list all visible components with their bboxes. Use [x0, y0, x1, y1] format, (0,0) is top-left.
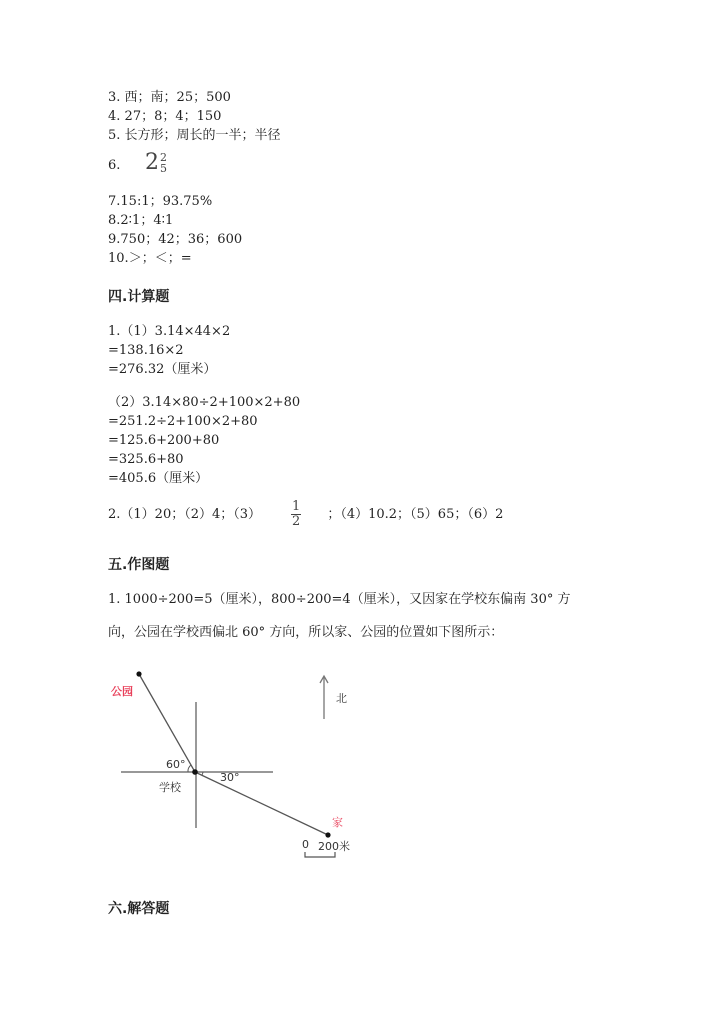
section-6-title: 六.解答题	[108, 901, 170, 917]
calc-q1-line: =276.32（厘米）	[108, 362, 217, 377]
answer-number: 4.	[108, 109, 121, 124]
answer-text: 15:1；93.75%	[120, 194, 213, 209]
scale-zero-label: 0	[302, 838, 309, 851]
answer-number: 6.	[108, 158, 121, 173]
park-point	[136, 671, 141, 676]
fraction-denominator: 5	[160, 161, 167, 175]
answer-number: 9.	[108, 232, 121, 247]
school-point	[192, 769, 198, 775]
school-label: 学校	[159, 781, 181, 794]
calc-q1-part2-line: （2）3.14×80÷2+100×2+80	[108, 395, 301, 410]
angle-60-label: 60°	[166, 758, 186, 771]
fraction-denominator: 2	[292, 514, 301, 529]
north-arrow-icon	[320, 676, 328, 719]
q2-suffix: ；（4）10.2；（5）65；（6）2	[327, 507, 504, 522]
calc-q1-part2-line: =325.6+80	[108, 452, 184, 467]
home-label: 家	[332, 816, 343, 829]
answer-text: 长方形；周长的一半；半径	[124, 128, 281, 143]
calc-q1-line: =138.16×2	[108, 343, 184, 358]
angle-60-arc	[188, 765, 191, 772]
calc-q1-line: 1.（1）3.14×44×2	[108, 324, 231, 339]
school-to-home-line	[195, 772, 328, 835]
calc-q1-part2-line: =405.6（厘米）	[108, 471, 209, 486]
fraction-numerator: 1	[292, 499, 301, 514]
answer-number: 10.	[108, 251, 129, 266]
answer-text: 750；42；36；600	[120, 232, 243, 247]
home-point	[325, 832, 330, 837]
answer-number: 3.	[108, 90, 121, 105]
answer-text: 27；8；4；150	[124, 109, 222, 124]
drawing-paragraph-line-2: 向，公园在学校西偏北 60° 方向，所以家、公园的位置如下图所示：	[108, 625, 504, 640]
scale-unit-label: 200米	[318, 840, 350, 853]
drawing-paragraph-line-1: 1. 1000÷200=5（厘米），800÷200=4（厘米），又因家在学校东偏南 30° 方	[108, 592, 571, 607]
calc-q1-part2-line: =125.6+200+80	[108, 433, 220, 448]
answer-text: ＞；＜；=	[128, 251, 192, 266]
answer-text: 2∶1；4∶1	[120, 213, 174, 228]
answer-number: 8.	[108, 213, 121, 228]
angle-30-label: 30°	[220, 771, 240, 784]
section-5-title: 五.作图题	[108, 557, 170, 573]
answer-number: 5.	[108, 128, 121, 143]
q2-prefix: 2.（1）20；（2）4；（3）	[108, 507, 262, 522]
park-label: 公园	[111, 685, 133, 698]
answer-text: 西；南；25；500	[124, 90, 231, 105]
calc-q1-part2-line: =251.2÷2+100×2+80	[108, 414, 258, 429]
north-label: 北	[336, 692, 347, 705]
answer-number: 7.	[108, 194, 121, 209]
mixed-whole: 2	[145, 150, 159, 175]
section-4-title: 四.计算题	[108, 289, 170, 305]
fraction-numerator: 2	[160, 150, 167, 164]
